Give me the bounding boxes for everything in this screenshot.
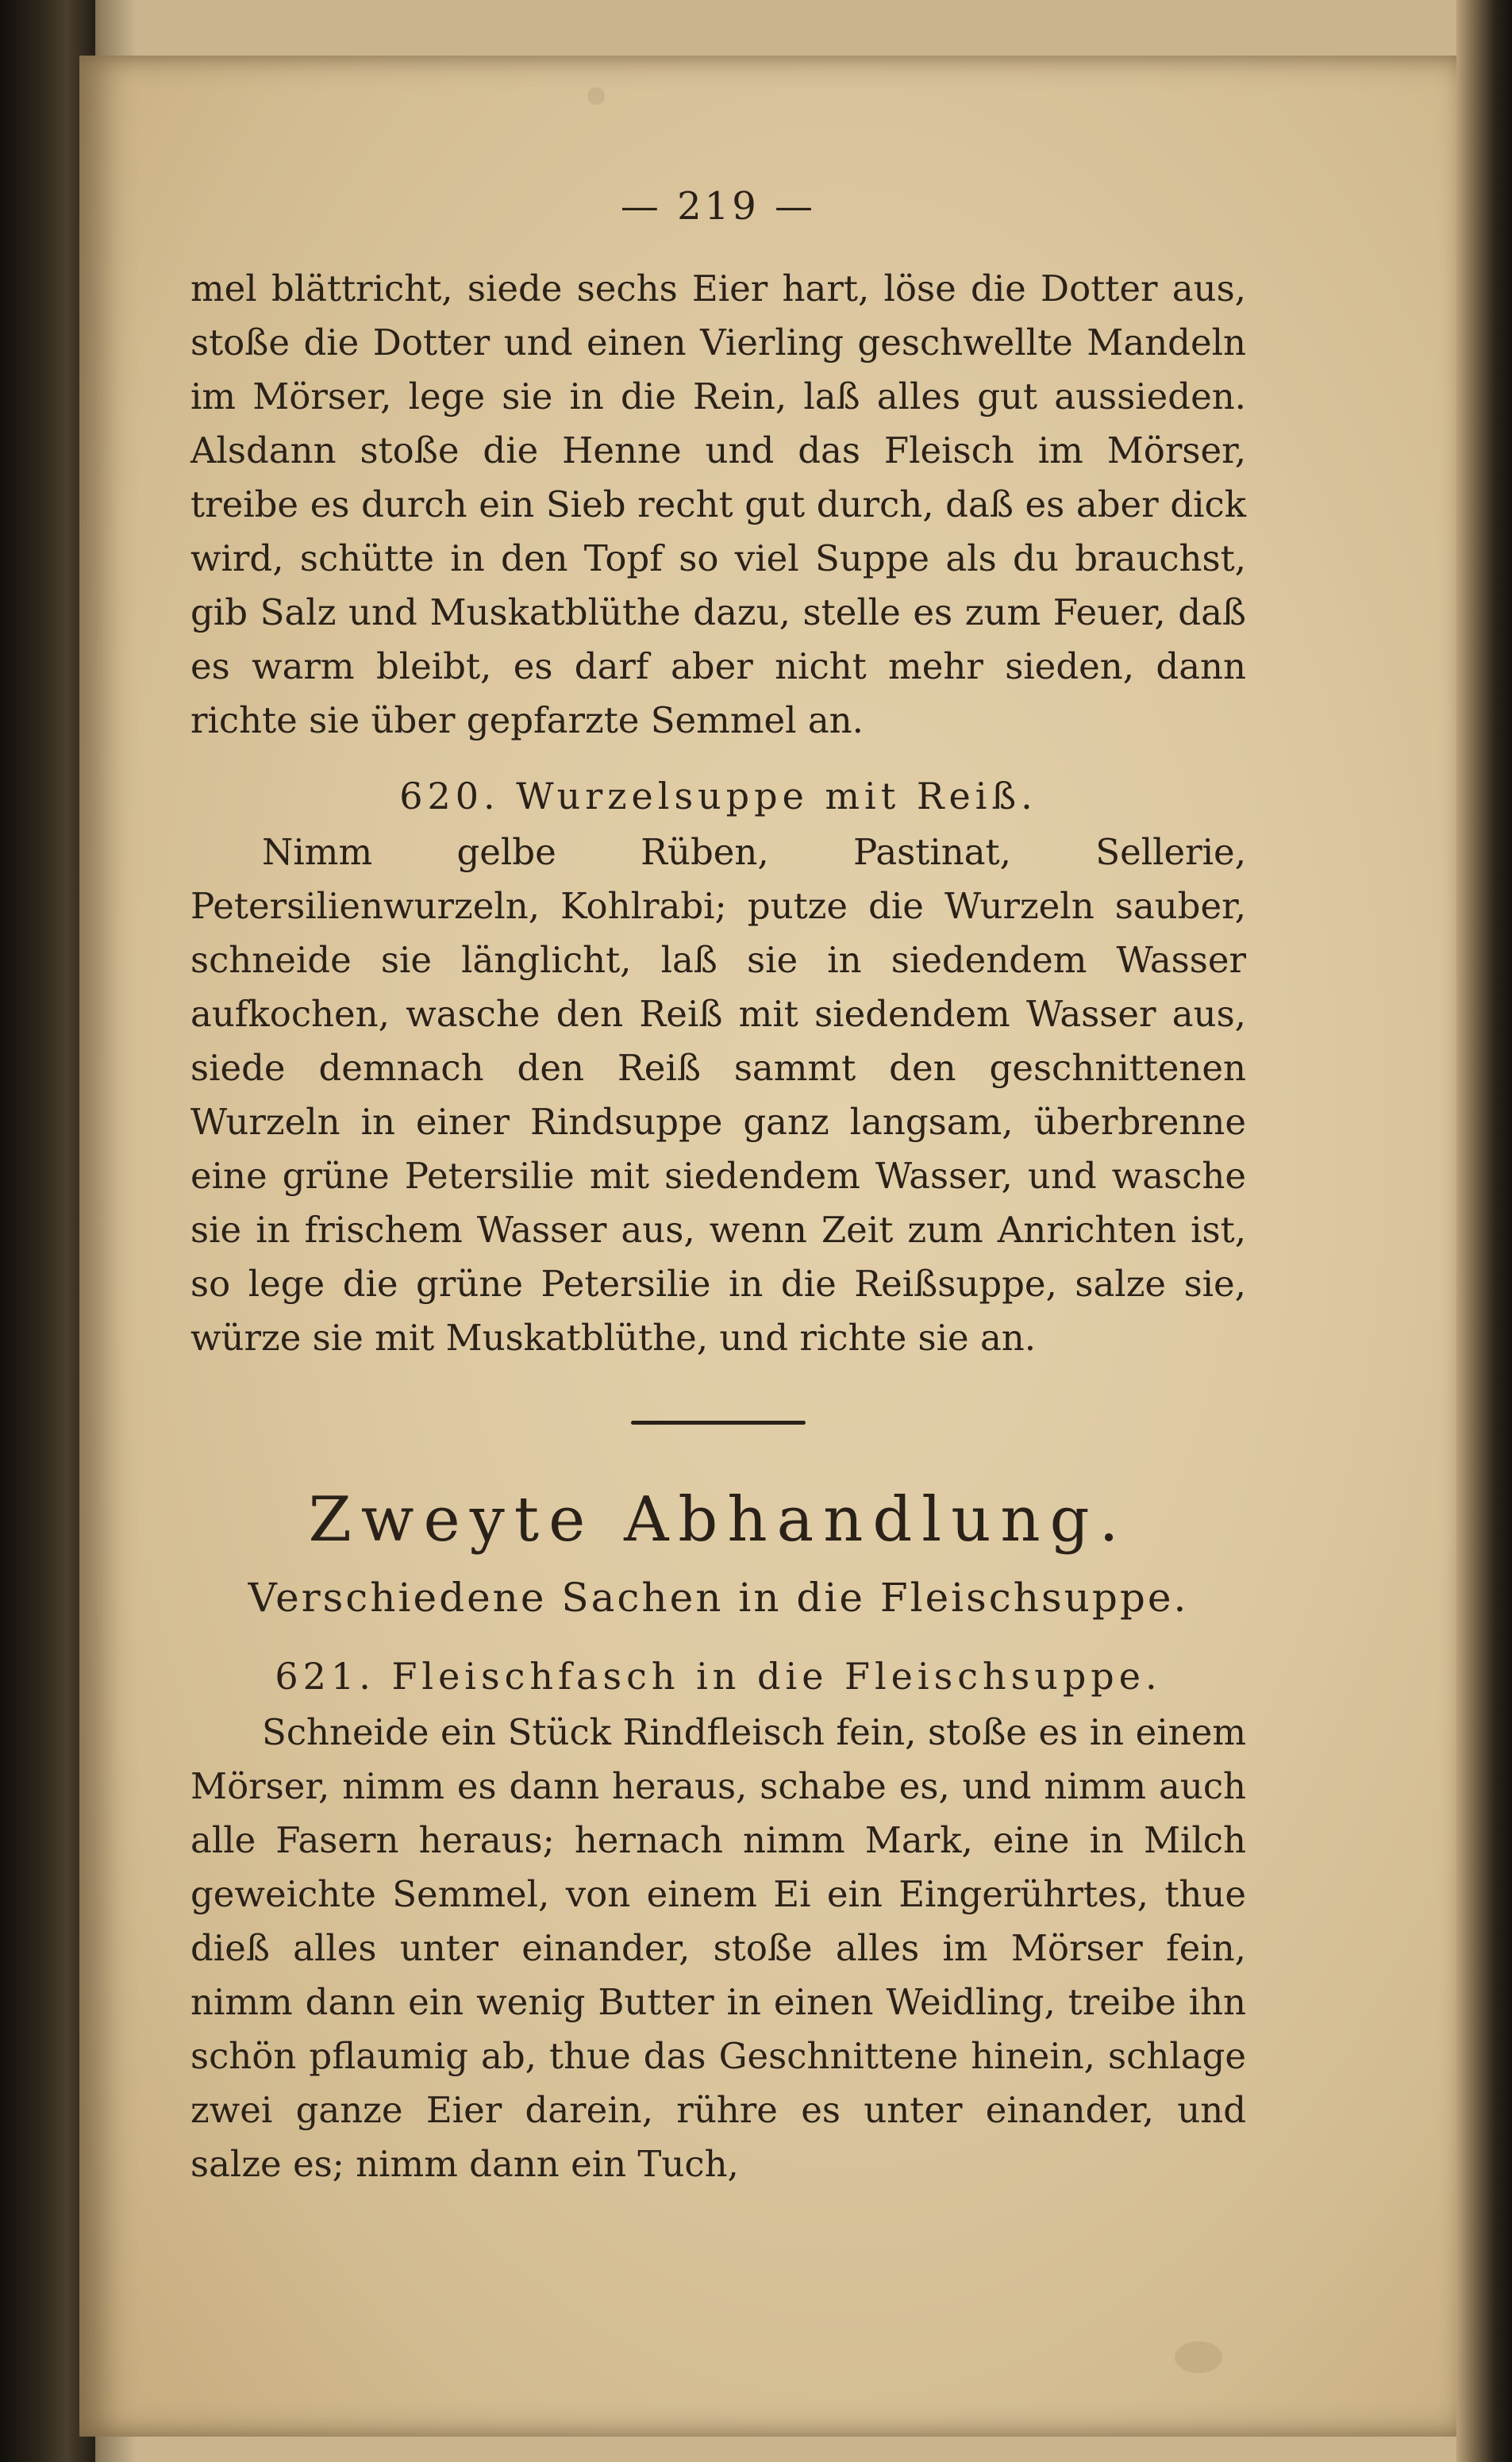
paper-stain <box>587 87 605 105</box>
page-right-edge <box>1456 0 1512 2462</box>
text-block <box>190 183 1246 2191</box>
paper-stain <box>1175 2341 1222 2373</box>
continuation-paragraph: mel blättricht, siede sechs Eier hart, löse die Dotter aus, stoße die Dotter und einen Vierling geschwellte Mandeln im Mörser, lege sie in die Rein, laß alles gut aussieden. Alsdann stoße die Henne und das Fleisch im Mörser, treibe es durch ein Sieb recht gut durch, daß es aber dick wird, schütte in den Topf so viel Suppe als du brauchst, gib Salz und Muskatblüthe dazu, stelle es zum Feuer, daß es warm bleibt, es darf aber nicht mehr sieden, dann richte sie über gepfarzte Semmel an. <box>190 267 1246 741</box>
recipe-621-title: 621. Fleischfasch in die Fleischsuppe. <box>275 1655 1162 1698</box>
recipe-621-body: Schneide ein Stück Rindfleisch fein, stoße es in einem Mörser, nimm es dann heraus, schabe es, und nimm auch alle Fasern heraus; hernach nimm Mark, eine in Milch geweichte Semmel, von einem Ei ein Eingerührtes, thue dieß alles unter einander, stoße alles im Mörser fein, nimm dann ein wenig Butter in einen Weidling, treibe ihn schön pflaumig ab, thue das Geschnittene hinein, schlage zwei ganze Eier darein, rühre es unter einander, und salze es; nimm dann ein Tuch, <box>190 1711 1246 2185</box>
page-number: — 219 — <box>620 184 817 229</box>
recipe-620-title: 620. Wurzelsuppe mit Reiß. <box>399 775 1037 817</box>
chapter-subtitle: Verschiedene Sachen in die Fleischsuppe. <box>248 1575 1189 1621</box>
recipe-620-body: Nimm gelbe Rüben, Pastinat, Sellerie, Petersilienwurzeln, Kohlrabi; putze die Wurzeln sauber, schneide sie länglicht, laß sie in siedendem Wasser aufkochen, wasche den Reiß mit siedendem Wasser aus, siede demnach den Reiß sammt den geschnittenen Wurzeln in einer Rindsuppe ganz langsam, überbrenne eine grüne Petersilie mit siedendem Wasser, und wasche sie in frischem Wasser aus, wenn Zeit zum Anrichten ist, so lege die grüne Petersilie in die Reißsuppe, salze sie, würze sie mit Muskatblüthe, und richte sie an. <box>190 831 1246 1359</box>
section-divider <box>631 1421 806 1425</box>
chapter-title: Zweyte Abhandlung. <box>308 1484 1129 1556</box>
